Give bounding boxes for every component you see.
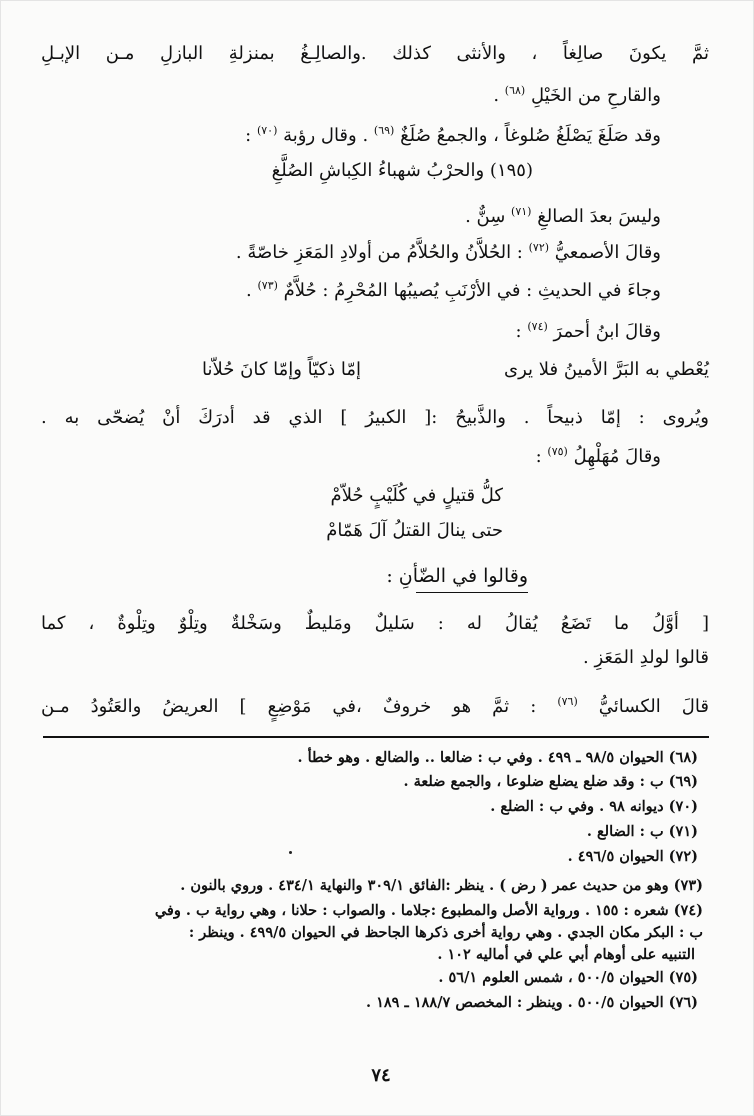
footnote-74-cont-1: ب : البكر مكان الجدي . وهي رواية أخرى ذكرها الجاحظ في الحيوان ٤٩٩/٥ . وينظر :: [188, 924, 703, 941]
footnote-separator: [43, 736, 709, 738]
footnote-74: (٧٤) شعره : ١٥٥ . ورواية الأصل والمطبوع :جلاما . والصواب : حلانا ، وهي رواية ب . وفي: [154, 902, 703, 919]
text-segment: [ أوَّلُ ما تَضَعُ يُقالُ له : سَليلٌ ومَليطٌ وسَخْلةٌ وتِلْوٌ وتِلْوةٌ ، كما: [41, 613, 709, 634]
text-line-7: [41, 314, 661, 345]
heading-underline: [416, 592, 528, 593]
text-segment: .: [356, 125, 369, 146]
text-segment: قالَ الكسائيُّ: [598, 696, 709, 717]
text-line-6: [41, 273, 661, 304]
text-line-4: [41, 199, 661, 230]
stray-dot: [289, 851, 292, 854]
text-segment: : الحُلاَّنُ والحُلاَّمُ من أولادِ المَعَزِ خاصّةً .: [235, 242, 523, 263]
verse-text: إمّا ذكيّاً وإمّا كانَ حُلاّنا: [202, 359, 361, 380]
footnote-marker: (٧٥): [547, 445, 568, 458]
footnote-72: (٧٢) الحيوان ٤٩٦/٥ .: [567, 848, 698, 865]
footnote-71: (٧١) ب : الضالع .: [586, 823, 698, 840]
page-number: ٧٤: [371, 1065, 391, 1086]
text-line-8: [41, 405, 709, 431]
text-line-12: [41, 689, 709, 720]
footnote-marker: (٧١): [511, 205, 532, 218]
footnote-69: (٦٩) ب : وقد ضلع يضلع ضلوعا ، والجمع ضلعة .: [403, 773, 698, 790]
text-segment: .: [493, 85, 500, 106]
footnote-76: (٧٦) الحيوان ٥٠٠/٥ . وينظر : المخصص ١٨٨/٧ ـ ١٨٩ .: [366, 994, 698, 1011]
text-segment: ثمَّ يكونَ صالِغاً ، والأنثى كذلك .والصالِـغُ بمنزلةِ البازلِ مـن الإبـلِ: [41, 43, 709, 64]
text-segment: وقال رؤبة: [283, 125, 357, 146]
verse-line-1: [272, 158, 533, 184]
text-line-2: [41, 78, 661, 109]
text-line-10: [41, 611, 709, 637]
text-segment: والقارحِ من الخَيْلِ: [530, 85, 661, 106]
footnote-marker: (٧٢): [528, 241, 550, 254]
text-segment: ويُروى : إمّا ذبيحاً . والذَّبيحُ :[ الكبيرُ ] الذي قد أدرَكَ أنْ يُضحّى به .: [41, 407, 709, 428]
footnote-marker: (٦٩): [373, 124, 395, 137]
text-line-3: [41, 118, 661, 149]
text-segment: :: [245, 125, 252, 146]
text-segment: :: [535, 446, 542, 467]
footnote-75: (٧٥) الحيوان ٥٠٠/٥ ، شمس العلوم ٥٦/١ .: [438, 969, 698, 986]
verse-line-3: [326, 518, 503, 544]
verse-text: حتى ينالَ القتلُ آلَ هَمّامْ: [326, 520, 503, 541]
verse-hemistich-right: [409, 357, 709, 383]
footnote-marker: (٧٠): [256, 124, 278, 137]
text-segment: وقد صَلَغَ يَصْلَغُ صُلوغاً ، والجمعُ صُلَغٌ: [400, 125, 661, 146]
text-segment: وجاءَ في الحديثِ : في الأرْنَبِ يُصيبُها المُحْرِمُ : حُلاَّمٌ: [283, 280, 661, 301]
text-segment: :: [515, 321, 522, 342]
text-segment: سِنٌّ .: [465, 206, 506, 227]
verse-text: كلُّ قتيلٍ في كُلَيْبٍ حُلاّمْ: [330, 485, 503, 506]
text-segment: وقالَ مُهَلْهِلُ: [573, 446, 661, 467]
text-segment: وليسَ بعدَ الصالغِ: [537, 206, 661, 227]
text-segment: قالوا لولدِ المَعَزِ .: [583, 647, 709, 668]
text-line-1: [41, 41, 709, 67]
text-line-11: [41, 645, 709, 671]
footnote-marker: (٦٨): [504, 84, 526, 97]
verse-text: يُعْطي به البَرَّ الأمينُ فلا يرى: [504, 359, 709, 380]
footnote-68: (٦٨) الحيوان ٩٨/٥ ـ ٤٩٩ . وفي ب : ضالعا .. والضالع . وهو خطأ .: [297, 749, 698, 766]
text-line-9: [41, 439, 661, 470]
text-segment: : ثمَّ هو خروفٌ ،في مَوْضِعٍ ] العريضُ والعَتُودُ مـن: [41, 696, 537, 717]
verse-hemistich-left: [41, 357, 361, 383]
text-segment: وقالَ ابنُ أحمرَ: [553, 321, 661, 342]
verse-text: (١٩٥) والحرْبُ شهباءُ الكِباشِ الصُلَّغِ: [271, 160, 533, 181]
footnote-marker: (٧٦): [557, 695, 578, 708]
footnote-74-cont-2: التنبيه على أوهام أبي علي في أماليه ١٠٢ .: [437, 946, 695, 963]
text-line-5: [41, 235, 661, 266]
footnote-marker: (٧٣): [257, 279, 278, 292]
footnote-marker: (٧٤): [527, 320, 548, 333]
text-segment: .: [246, 280, 252, 301]
verse-line-2: [331, 483, 503, 509]
footnote-70: (٧٠) ديوانه ٩٨ . وفي ب : الضلع .: [490, 798, 698, 815]
footnote-73: (٧٣) وهو من حديث عمر ( رض ) . ينظر :الفائق ٣٠٩/١ والنهاية ٤٣٤/١ . وروي بالنون .: [180, 877, 703, 894]
section-heading: وقالوا في الضّأنِ :: [386, 565, 528, 587]
text-segment: وقالَ الأصمعيُّ: [554, 242, 661, 263]
